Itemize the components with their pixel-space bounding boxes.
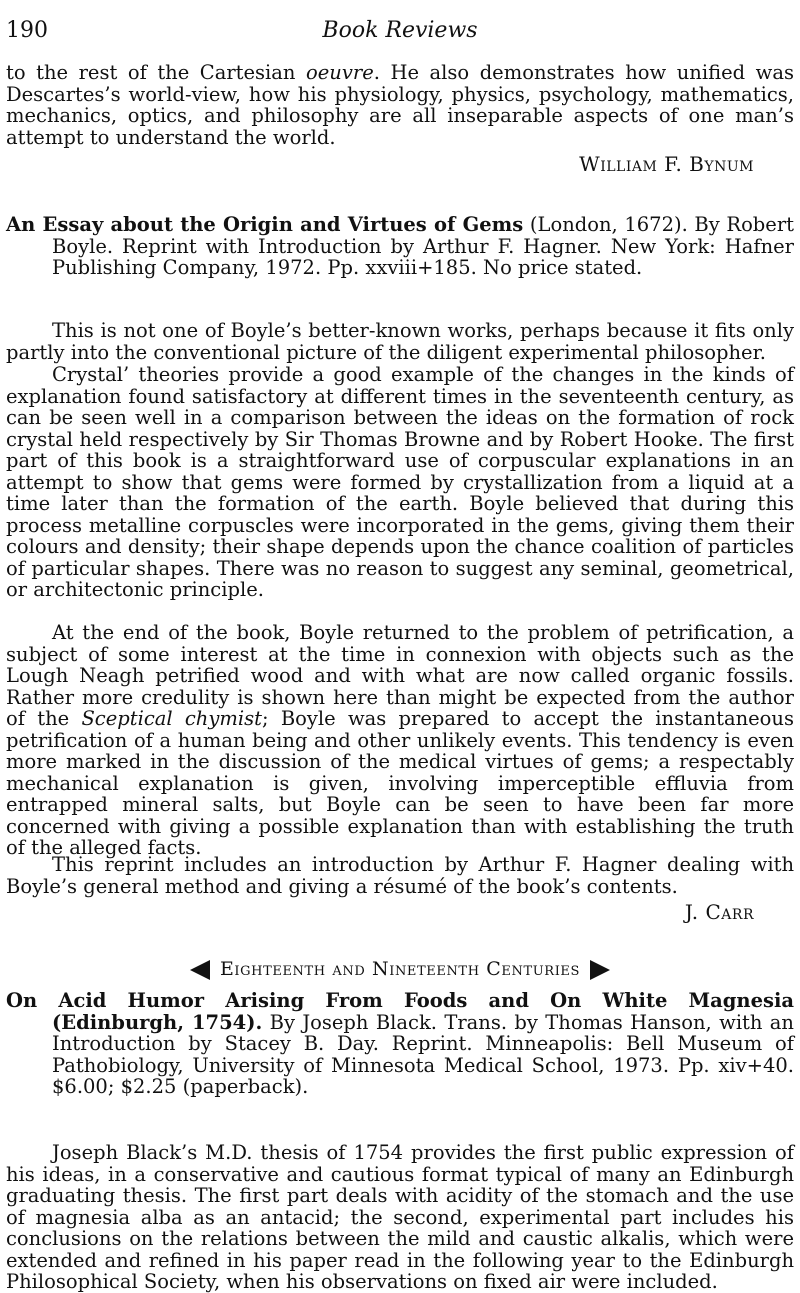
italic-book-title: Sceptical chymist [81, 707, 262, 730]
book-title: An Essay about the Origin and Virtues of Gems [6, 213, 524, 236]
review-citation-boyle [6, 214, 794, 279]
review-citation-black [6, 990, 794, 1098]
italic-term: oeuvre [306, 61, 374, 84]
page-number: 190 [6, 18, 48, 43]
running-head: Book Reviews [322, 18, 478, 43]
section-heading [0, 958, 800, 980]
book-title: On Acid Humor Arising From Foods and On White Magnesia (Edinburgh, 1754). [6, 989, 794, 1034]
review-conclusion-paragraph [6, 62, 794, 148]
left-arrow-icon [190, 960, 210, 980]
page-header [6, 18, 794, 52]
text-run: to the rest of the Cartesian [6, 61, 307, 84]
reviewer-signature-bynum: William F. Bynum [579, 152, 754, 176]
review-paragraph: Crystal’ theories provide a good example of the changes in the kinds of explanation found satisfactory at different times in the seventeenth century, as can be seen well in a comparison between the ideas on the formation of rock crystal held respectively by Sir Thomas Browne and by Robert Hooke. The first part of this book is a straightforward use of corpuscular explanations in an attempt to show that gems were formed by crystallization from a liquid at a time later than the formation of the earth. Boyle believed that during this process metalline corpuscles were incorporated in the gems, giving them their colours and density; their shape depends upon the chance coalition of particles of particular shapes. There was no reason to suggest any seminal, geometrical, or architectonic principle. [6, 363, 794, 601]
text-run: ; Boyle was prepared to accept the instantaneous petrification of a human being and other unlikely events. This tendency is even more marked in the discussion of the medical virtues of gems; a respectably mechanical explanation is given, involving imperceptible effluvia from entrapped mineral salts, but Boyle can be seen to have been far more concerned with giving a possible explanation than with establishing the truth of the alleged facts. [6, 707, 794, 859]
right-arrow-icon [590, 960, 610, 980]
review-paragraph [6, 622, 794, 859]
review-paragraph: This reprint includes an introduction by Arthur F. Hagner dealing with Boyle’s general method and giving a résumé of the book’s contents. [6, 853, 794, 898]
citation-details: By Joseph Black. Trans. by Thomas Hanson, with an Introduction by Stacey B. Day. Reprint. Minneapolis: Bell Museum of Pathobiology, University of Minnesota Medical School, 1973. Pp. xiv+40. $6.00; $2.25 (paperback). [52, 1010, 794, 1098]
review-paragraph: This is not one of Boyle’s better-known works, perhaps because it fits only partly into the conventional picture of the diligent experimental philosopher. [6, 319, 794, 364]
review-paragraph: Joseph Black’s M.D. thesis of 1754 provides the first public expression of his ideas, in a conservative and cautious format typical of many an Edinburgh graduating thesis. The first part deals with acidity of the stomach and the use of magnesia alba as an antacid; the second, experimental part includes his conclusions on the relations between the mild and caustic alkalis, which were extended and refined in his paper read in the following year to the Edinburgh Philosophical Society, when his observations on fixed air were included. [6, 1141, 794, 1293]
text-run: At the end of the book, Boyle returned to the problem of petrification, a subject of some interest at the time in connexion with objects such as the Lough Neagh petrified wood and with what are now called organic fossils. Rather more credulity is shown here than might be expected from the author of the [6, 621, 794, 730]
section-heading-label: Eighteenth and Nineteenth Centuries [219, 958, 581, 980]
reviewer-signature-carr: J. Carr [684, 900, 754, 924]
text-run: . He also demonstrates how unified was Descartes’s world-view, how his physiology, physics, psychology, mathematics, mechanics, optics, and philosophy are all inseparable aspects of one man’s attempt to understand the world. [6, 61, 794, 149]
citation-details: (London, 1672). By Robert Boyle. Reprint with Introduction by Arthur F. Hagner. New York: Hafner Publishing Company, 1972. Pp. xxviii+185. No price stated. [52, 213, 794, 279]
